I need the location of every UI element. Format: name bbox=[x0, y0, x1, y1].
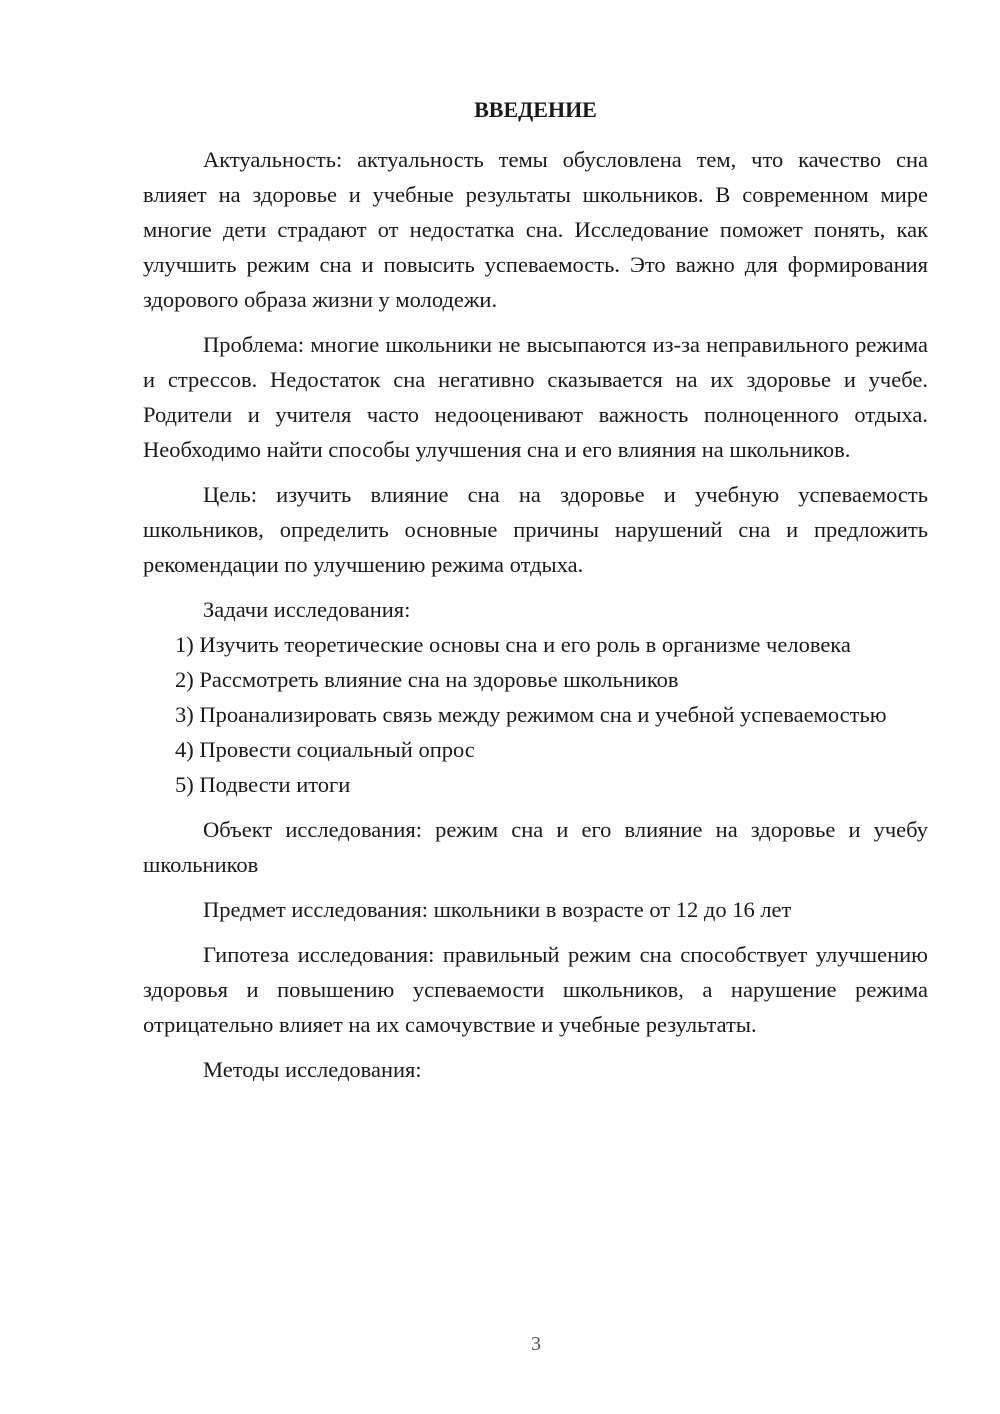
tasks-heading: Задачи исследования: bbox=[203, 597, 411, 622]
section-title: ВВЕДЕНИЕ bbox=[474, 97, 597, 122]
task-item-4: 4) Провести социальный опрос bbox=[175, 737, 475, 762]
task-item-1: 1) Изучить теоретические основы сна и его роль в организме человека bbox=[175, 632, 851, 657]
goal-paragraph: Цель: изучить влияние сна на здоровье и учебную успеваемость школьников, определить основные причины нарушений сна и предложить рекомендации по улучшению режима отдыха. bbox=[143, 482, 928, 577]
subject-paragraph: Предмет исследования: школьники в возрасте от 12 до 16 лет bbox=[203, 897, 792, 922]
methods-heading: Методы исследования: bbox=[203, 1057, 422, 1082]
relevance-paragraph: Актуальность: актуальность темы обусловлена тем, что качество сна влияет на здоровье и учебные результаты школьников. В современном мире многие дети страдают от недостатка сна. Исследование поможет понять, как улучшить режим сна и повысить успеваемость. Это важно для формирования здорового образа жизни у молодежи. bbox=[143, 147, 928, 312]
object-paragraph: Объект исследования: режим сна и его влияние на здоровье и учебу школьников bbox=[143, 817, 928, 877]
hypothesis-paragraph: Гипотеза исследования: правильный режим сна способствует улучшению здоровья и повышению успеваемости школьников, а нарушение режима отрицательно влияет на их самочувствие и учебные результаты. bbox=[143, 942, 928, 1037]
task-item-3: 3) Проанализировать связь между режимом сна и учебной успеваемостью bbox=[175, 702, 887, 727]
document-body bbox=[143, 92, 928, 1087]
task-item-2: 2) Рассмотреть влияние сна на здоровье школьников bbox=[175, 667, 679, 692]
page-number: 3 bbox=[531, 1333, 541, 1355]
task-item-5: 5) Подвести итоги bbox=[175, 772, 351, 797]
problem-paragraph: Проблема: многие школьники не высыпаются из-за неправильного режима и стрессов. Недостаток сна негативно сказывается на их здоровье и учебе. Родители и учителя часто недооценивают важность полноценного отдыха. Необходимо найти способы улучшения сна и его влияния на школьников. bbox=[143, 332, 928, 462]
